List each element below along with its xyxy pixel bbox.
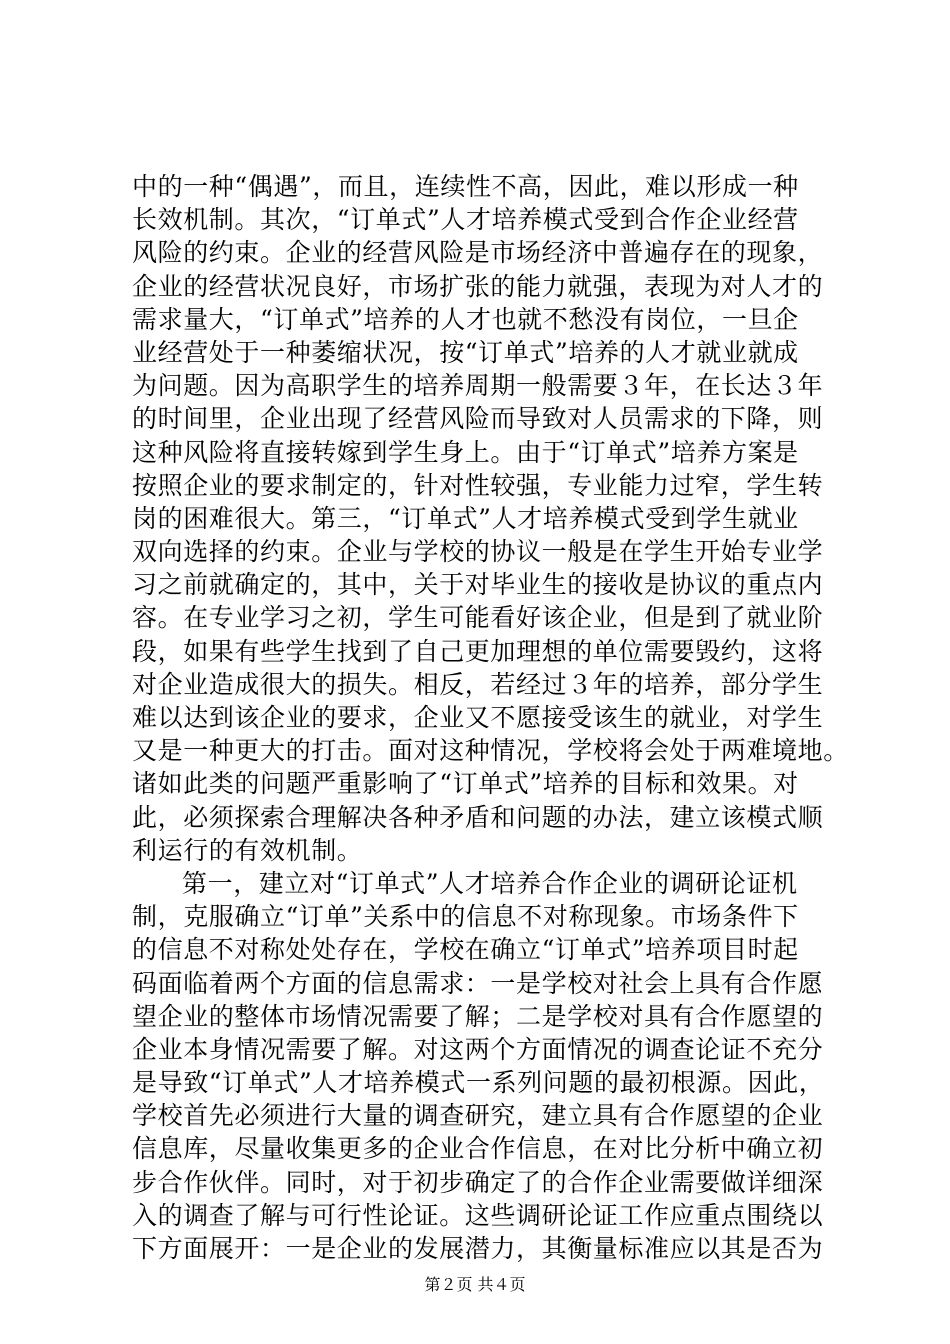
text-line: 利运行的有效机制。 — [132, 835, 363, 865]
text-line: 又是一种更大的打击。面对这种情况，学校将会处于两难境地。 — [132, 736, 849, 766]
text-line: 企业的经营状况良好，市场扩张的能力就强，表现为对人才的 — [132, 271, 824, 301]
text-line: 段，如果有些学生找到了自己更加理想的单位需要毁约，这将 — [132, 636, 824, 666]
text-line: 信息库，尽量收集更多的企业合作信息，在对比分析中确立初 — [132, 1134, 824, 1164]
text-line: 入的调查了解与可行性论证。这些调研论证工作应重点围绕以 — [132, 1200, 824, 1230]
text-line: 企业本身情况需要了解。对这两个方面情况的调查论证不充分 — [132, 1034, 824, 1064]
paragraph-first-line: 第一，建立对“订单式”人才培养合作企业的调研论证机 — [182, 868, 798, 898]
text-line: 码面临着两个方面的信息需求：一是学校对社会上具有合作愿 — [132, 968, 824, 998]
text-line: 长效机制。其次，“订单式”人才培养模式受到合作企业经营 — [132, 205, 799, 235]
text-line: 中的一种“偶遇”，而且，连续性不高，因此，难以形成一种 — [132, 172, 799, 201]
text-line: 是导致“订单式”人才培养模式一系列问题的最初根源。因此， — [132, 1068, 825, 1098]
text-line: 此，必须探索合理解决各种矛盾和问题的办法，建立该模式顺 — [132, 802, 824, 832]
document-body — [132, 170, 849, 1265]
text-line: 下方面展开：一是企业的发展潜力，其衡量标准应以其是否为 — [132, 1234, 824, 1263]
text-line: 容。在专业学习之初，学生可能看好该企业，但是到了就业阶 — [132, 603, 824, 633]
text-line: 业经营处于一种萎缩状况，按“订单式”培养的人才就业就成 — [132, 337, 799, 367]
text-line: 诸如此类的问题严重影响了“订单式”培养的目标和效果。对 — [132, 769, 799, 799]
text-line: 双向选择的约束。企业与学校的协议一般是在学生开始专业学 — [132, 537, 824, 567]
text-line: 需求量大，“订单式”培养的人才也就不愁没有岗位，一旦企 — [132, 304, 799, 334]
text-line: 习之前就确定的，其中，关于对毕业生的接收是协议的重点内 — [132, 570, 824, 600]
text-line: 制，克服确立“订单”关系中的信息不对称现象。市场条件下 — [132, 902, 799, 932]
text-line: 望企业的整体市场情况需要了解；二是学校对具有合作愿望的 — [132, 1001, 824, 1031]
text-line: 的时间里，企业出现了经营风险而导致对人员需求的下降，则 — [132, 404, 824, 434]
text-line: 的信息不对称处处存在，学校在确立“订单式”培养项目时起 — [132, 935, 799, 965]
text-line: 岗的困难很大。第三，“订单式”人才培养模式受到学生就业 — [132, 503, 799, 533]
text-line: 学校首先必须进行大量的调查研究，建立具有合作愿望的企业 — [132, 1101, 824, 1131]
page-number: 第２页 共４页 — [424, 1275, 526, 1294]
text-line: 为问题。因为高职学生的培养周期一般需要３年，在长达３年 — [132, 371, 824, 401]
text-line: 步合作伙伴。同时，对于初步确定了的合作企业需要做详细深 — [132, 1167, 824, 1197]
text-line: 难以达到该企业的要求，企业又不愿接受该生的就业，对学生 — [132, 703, 824, 732]
text-line: 按照企业的要求制定的，针对性较强，专业能力过窄，学生转 — [132, 470, 824, 500]
text-line: 这种风险将直接转嫁到学生身上。由于“订单式”培养方案是 — [132, 437, 799, 467]
text-line: 风险的约束。企业的经营风险是市场经济中普遍存在的现象， — [132, 238, 824, 268]
text-line: 对企业造成很大的损失。相反，若经过３年的培养，部分学生 — [132, 669, 824, 699]
